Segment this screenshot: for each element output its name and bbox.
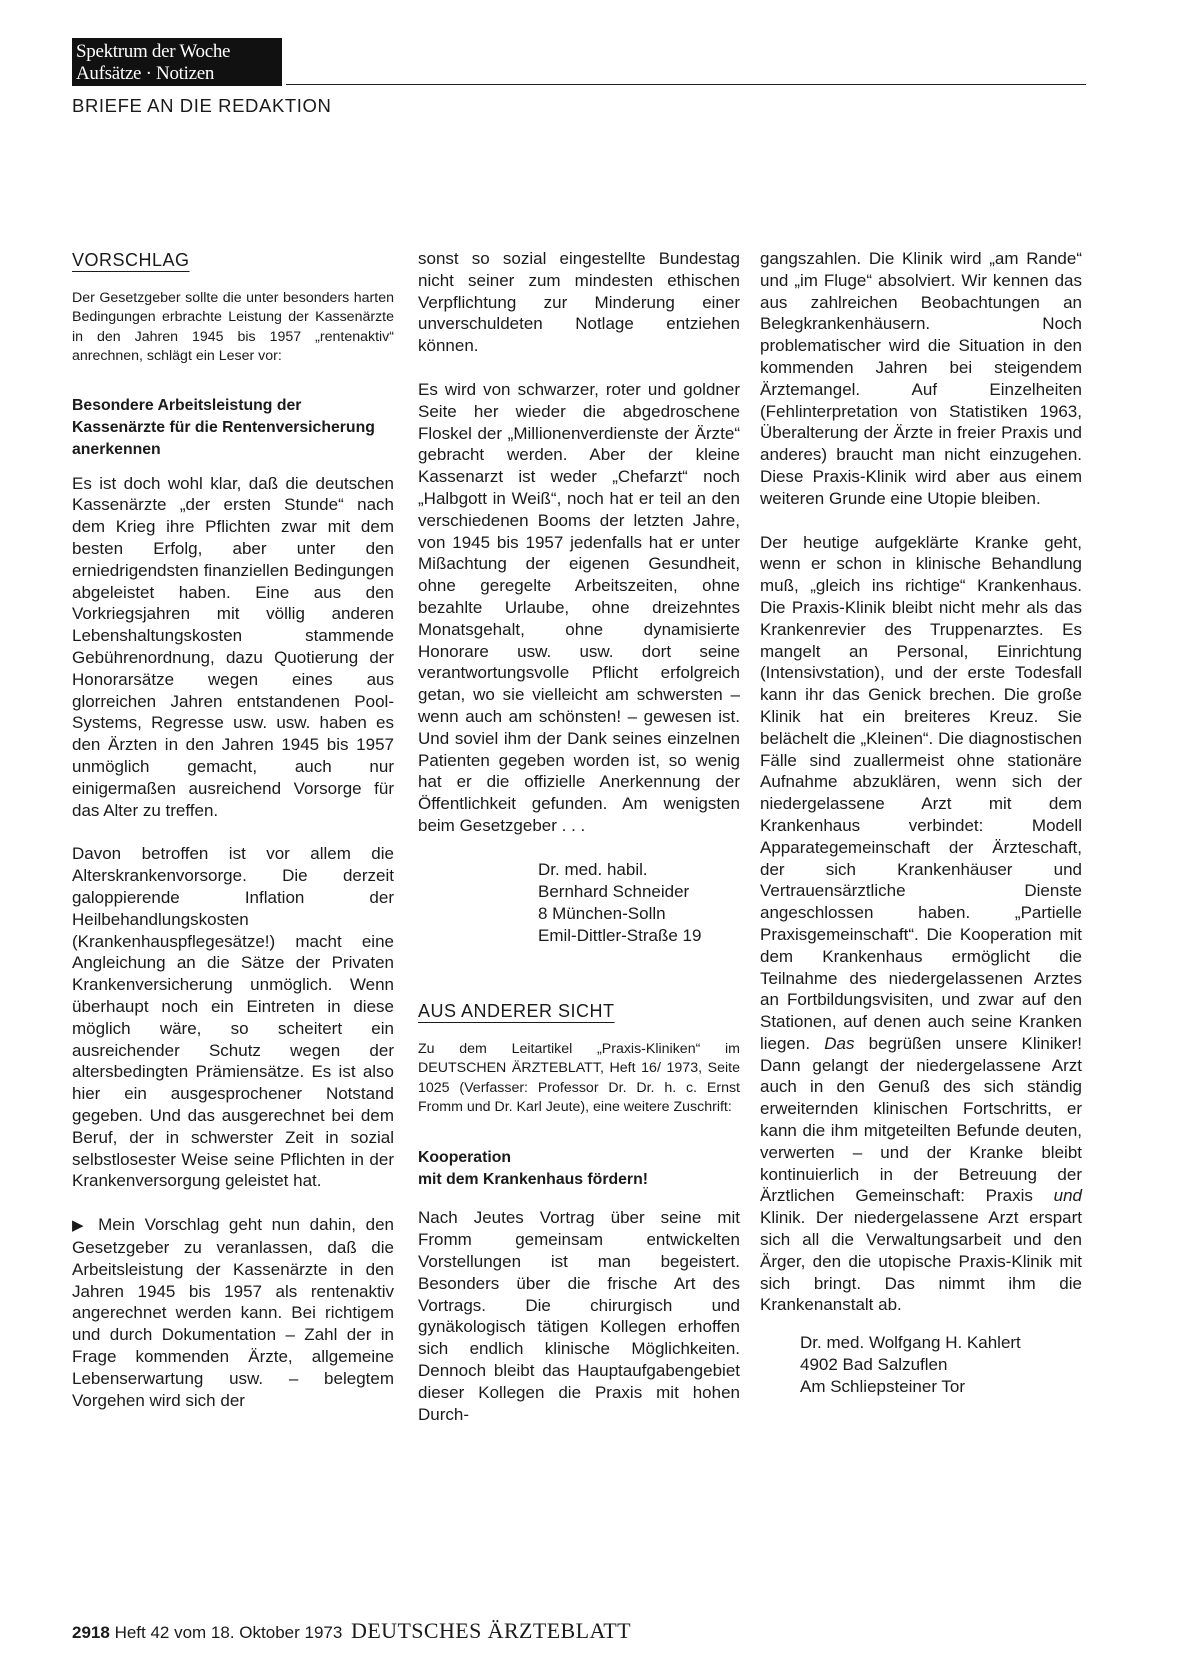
signature-line: Dr. med. habil. (538, 859, 648, 879)
letter-2-signature (760, 1332, 1082, 1398)
letter-2-headline-1: Kooperation (418, 1149, 512, 1167)
spacer (418, 947, 740, 1001)
letter-1-paragraph-2: Davon betroffen ist vor allem die Alterskrankenvorsorge. Die derzeit galoppierende Inflation der Heilbehandlungskosten (Krankenhauspflegesätze!) macht eine Angleichung an die Sätze der Privaten Krankenversicherung unmöglich. Wenn überhaupt noch ein Eintreten in diese möglich wäre, so scheitert ein ausreichender Schutz wegen der altersbedingten Prämiensätze. Es ist also hier ein ausgesprochener Notstand gegeben. Und das ausgerechnet bei dem Beruf, der in schwerster Zeit in sozial selbstlosester Weise seine Pflichten in der Krankenversorgung geleistet hat. (72, 844, 394, 1191)
emphasis-und: und (1053, 1186, 1082, 1206)
column-1 (72, 250, 394, 1411)
letter-2-kicker: AUS ANDERER SICHT (418, 1000, 615, 1021)
letter-1-headline: Besondere Arbeitsleistung der Kassenärzte für die Rentenversicherung anerkennen (72, 396, 375, 458)
column-2 (418, 248, 740, 1425)
letter-2-paragraph-3-text-b: begrüßen unsere Kliniker! Dann gelangt der niedergelassene Arzt auch in den Genuß des sich ständig erweiternden klinischen Fortschritts, er kann die ihm mitgeteilten Befunde deuten, verwerten – und der Kranke bleibt kontinuierlich in der Betreuung der Ärztlichen Gemeinschaft: Praxis (760, 1033, 1082, 1206)
spacer (760, 510, 1082, 532)
header-rule (286, 84, 1086, 85)
letter-1-intro: Der Gesetzgeber sollte die unter besonders harten Bedingungen erbrachte Leistung der Kassenärzte in den Jahren 1945 bis 1957 „rentenaktiv“ anrechnen, schlägt ein Leser vor: (72, 290, 394, 365)
signature-line: Emil-Dittler-Straße 19 (538, 925, 702, 945)
letter-1-signature (418, 859, 740, 947)
spacer (418, 837, 740, 859)
spacer (72, 367, 394, 395)
section-title: BRIEFE AN DIE REDAKTION (72, 95, 332, 116)
column-3 (760, 248, 1082, 1398)
emphasis-das: Das (824, 1033, 855, 1053)
letter-1-kicker: VORSCHLAG (72, 250, 190, 270)
signature-line: Dr. med. Wolfgang H. Kahlert (800, 1333, 1021, 1353)
letter-1-paragraph-3 (72, 1214, 394, 1411)
signature-line: 8 München-Solln (538, 903, 666, 923)
rubric-box (72, 38, 282, 86)
journal-name: DEUTSCHES ÄRZTEBLATT (351, 1618, 631, 1643)
rubric-line-2: Aufsätze · Notizen (76, 63, 215, 84)
letter-2-paragraph-3-text-c: Klinik. Der niedergelassene Arzt erspart sich all die Verwaltungsarbeit und den Ärger, den die utopische Praxis-Klinik mit sich bringt. Das nimmt ihm die Krankenanstalt ab. (760, 1208, 1082, 1315)
letter-2-intro: Zu dem Leitartikel „Praxis-Kliniken“ im DEUTSCHEN ÄRZTEBLATT, Heft 16/ 1973, Seite 1025 (Verfasser: Professor Dr. Dr. h. c. Ernst Fromm und Dr. Karl Jeute), eine weitere Zuschrift: (418, 1040, 740, 1115)
letter-2-paragraph-2: gangszahlen. Die Klinik wird „am Rande“ und „im Fluge“ absolviert. Wir kennen das aus zahlreichen Beobachtungen an Belegkrankenhäusern. Noch problematischer wird die Situation in den kommenden Jahren bei steigendem Ärztemangel. Auf Einzelheiten (Fehlinterpretation von Statistiken 1963, Überalterung der Ärzte in freier Praxis und anderes) braucht man nicht einzugehen. Diese Praxis-Klinik wird aber aus einem weiteren Grunde eine Utopie bleiben. (760, 249, 1082, 508)
page-footer (72, 1618, 631, 1644)
rubric-line-1: Spektrum der Woche (76, 41, 231, 62)
issue-info: Heft 42 vom 18. Oktober 1973 (114, 1623, 343, 1642)
spacer (72, 1192, 394, 1214)
spacer (418, 357, 740, 379)
letter-1-paragraph-5: Es wird von schwarzer, roter und goldner Seite her wieder die abgedroschene Floskel der „Millionenverdienste der Ärzte“ gebracht werden. Aber der kleine Kassenarzt ist weder „Chefarzt“ noch „Halbgott in Weiß“, noch hat er teil an den verschiedenen Booms der letzten Jahre, von 1945 bis 1957 jedenfalls hat er unter Mißachtung der eigenen Gesundheit, ohne geregelte Arbeitszeiten, ohne bezahlte Urlaube, ohne dreizehntes Monatsgehalt, ohne dynamisierte Honorare usw. usw. dort seine verantwortungsvolle Pflicht erfolgreich getan, wo sie vielleicht am schwersten – wenn auch am schönsten! – gewesen ist. Und soviel ihm der Dank seines einzelnen Patienten gegeben worden ist, so wenig hat er die offizielle Anerkennung der Öffentlichkeit gefunden. Am wenigsten beim Gesetzgeber . . . (418, 379, 740, 835)
letter-1-paragraph-3-text: Mein Vorschlag geht nun dahin, den Gesetzgeber zu veranlassen, daß die Arbeitsleistung der Kassenärzte in den Jahren 1945 bis 1957 als rentenaktiv angerechnet werden kann. Bei richtigem und durch Dokumentation – Zahl der in Frage kommenden Ärzte, allgemeine Lebenserwartung usw. – belegtem Vorgehen wird sich der (72, 1215, 394, 1410)
letter-1-paragraph-4: sonst so sozial eingestellte Bundestag nicht seiner zum mindesten ethischen Verpflichtung zur Minderung einer unverschuldeten Notlage entziehen können. (418, 249, 740, 356)
spacer (418, 1117, 740, 1147)
arrow-marker-icon: ▶ (72, 1217, 89, 1235)
letter-2-headline-2: mit dem Krankenhaus fördern! (418, 1171, 648, 1189)
spacer (418, 1191, 740, 1207)
letter-2-paragraph-3 (760, 532, 1082, 1317)
spacer (760, 1316, 1082, 1332)
letter-1-paragraph-1: Es ist doch wohl klar, daß die deutschen Kassenärzte „der ersten Stunde“ nach dem Krieg ihre Pflichten zwar mit dem besten Erfolg, aber unter den erniedrigendsten finanziellen Bedingungen abgeleistet haben. Eine aus den Vorkriegsjahren mit völlig anderen Lebenshaltungskosten stammende Gebührenordnung, dazu Quotierung der Honorarsätze wegen eines aus glorreichen Jahren entstandenen Pool-Systems, Regresse usw. usw. haben es den Ärzten in den Jahren 1945 bis 1957 unmöglich gemacht, auch nur einigermaßen ausreichend Vorsorge für das Alter zu treffen. (72, 473, 394, 820)
spacer (72, 461, 394, 473)
letter-2-paragraph-3-text: Der heutige aufgeklärte Kranke geht, wenn er schon in klinische Behandlung muß, „gleich ins richtige“ Krankenhaus. Die Praxis-Klinik bleibt nicht mehr als das Krankenrevier des Truppenarztes. Es mangelt an Personal, Einrichtung (Intensivstation), und der erste Todesfall kann ihr das Genick brechen. Die große Klinik hat ein breiteres Kreuz. Sie belächelt die „Kleinen“. Die diagnostischen Fälle sind zuallermeist ohne stationäre Aufnahme abzuklären, wenn sich der niedergelassene Arzt mit dem Krankenhaus verbindet: Modell Apparategemeinschaft der Ärzteschaft, der sich Krankenhäuser und Vertrauensärztliche Dienste angeschlossen haben. „Partielle Praxisgemeinschaft“. Die Kooperation mit dem Krankenhaus ermöglicht die Teilnahme des niedergelassenen Arztes an Fortbildungsvisiten, und zwar auf den Stationen, auf denen auch seine Kranken liegen. (760, 532, 1082, 1053)
spacer (72, 821, 394, 843)
page-number: 2918 (72, 1623, 110, 1642)
letter-2-paragraph-1: Nach Jeutes Vortrag über seine mit Fromm gemeinsam entwickelten Vorstellungen ist man begeistert. Besonders über die frische Art des Vortrags. Die chirurgisch und gynäkologisch tätigen Kollegen erhoffen sich endlich klinische Möglichkeiten. Dennoch bleibt das Hauptaufgabengebiet dieser Kollegen die Praxis mit hohen Durch- (418, 1208, 740, 1424)
signature-line: Bernhard Schneider (538, 881, 690, 901)
signature-line: 4902 Bad Salzuflen (800, 1355, 948, 1375)
signature-line: Am Schliepsteiner Tor (800, 1377, 966, 1397)
